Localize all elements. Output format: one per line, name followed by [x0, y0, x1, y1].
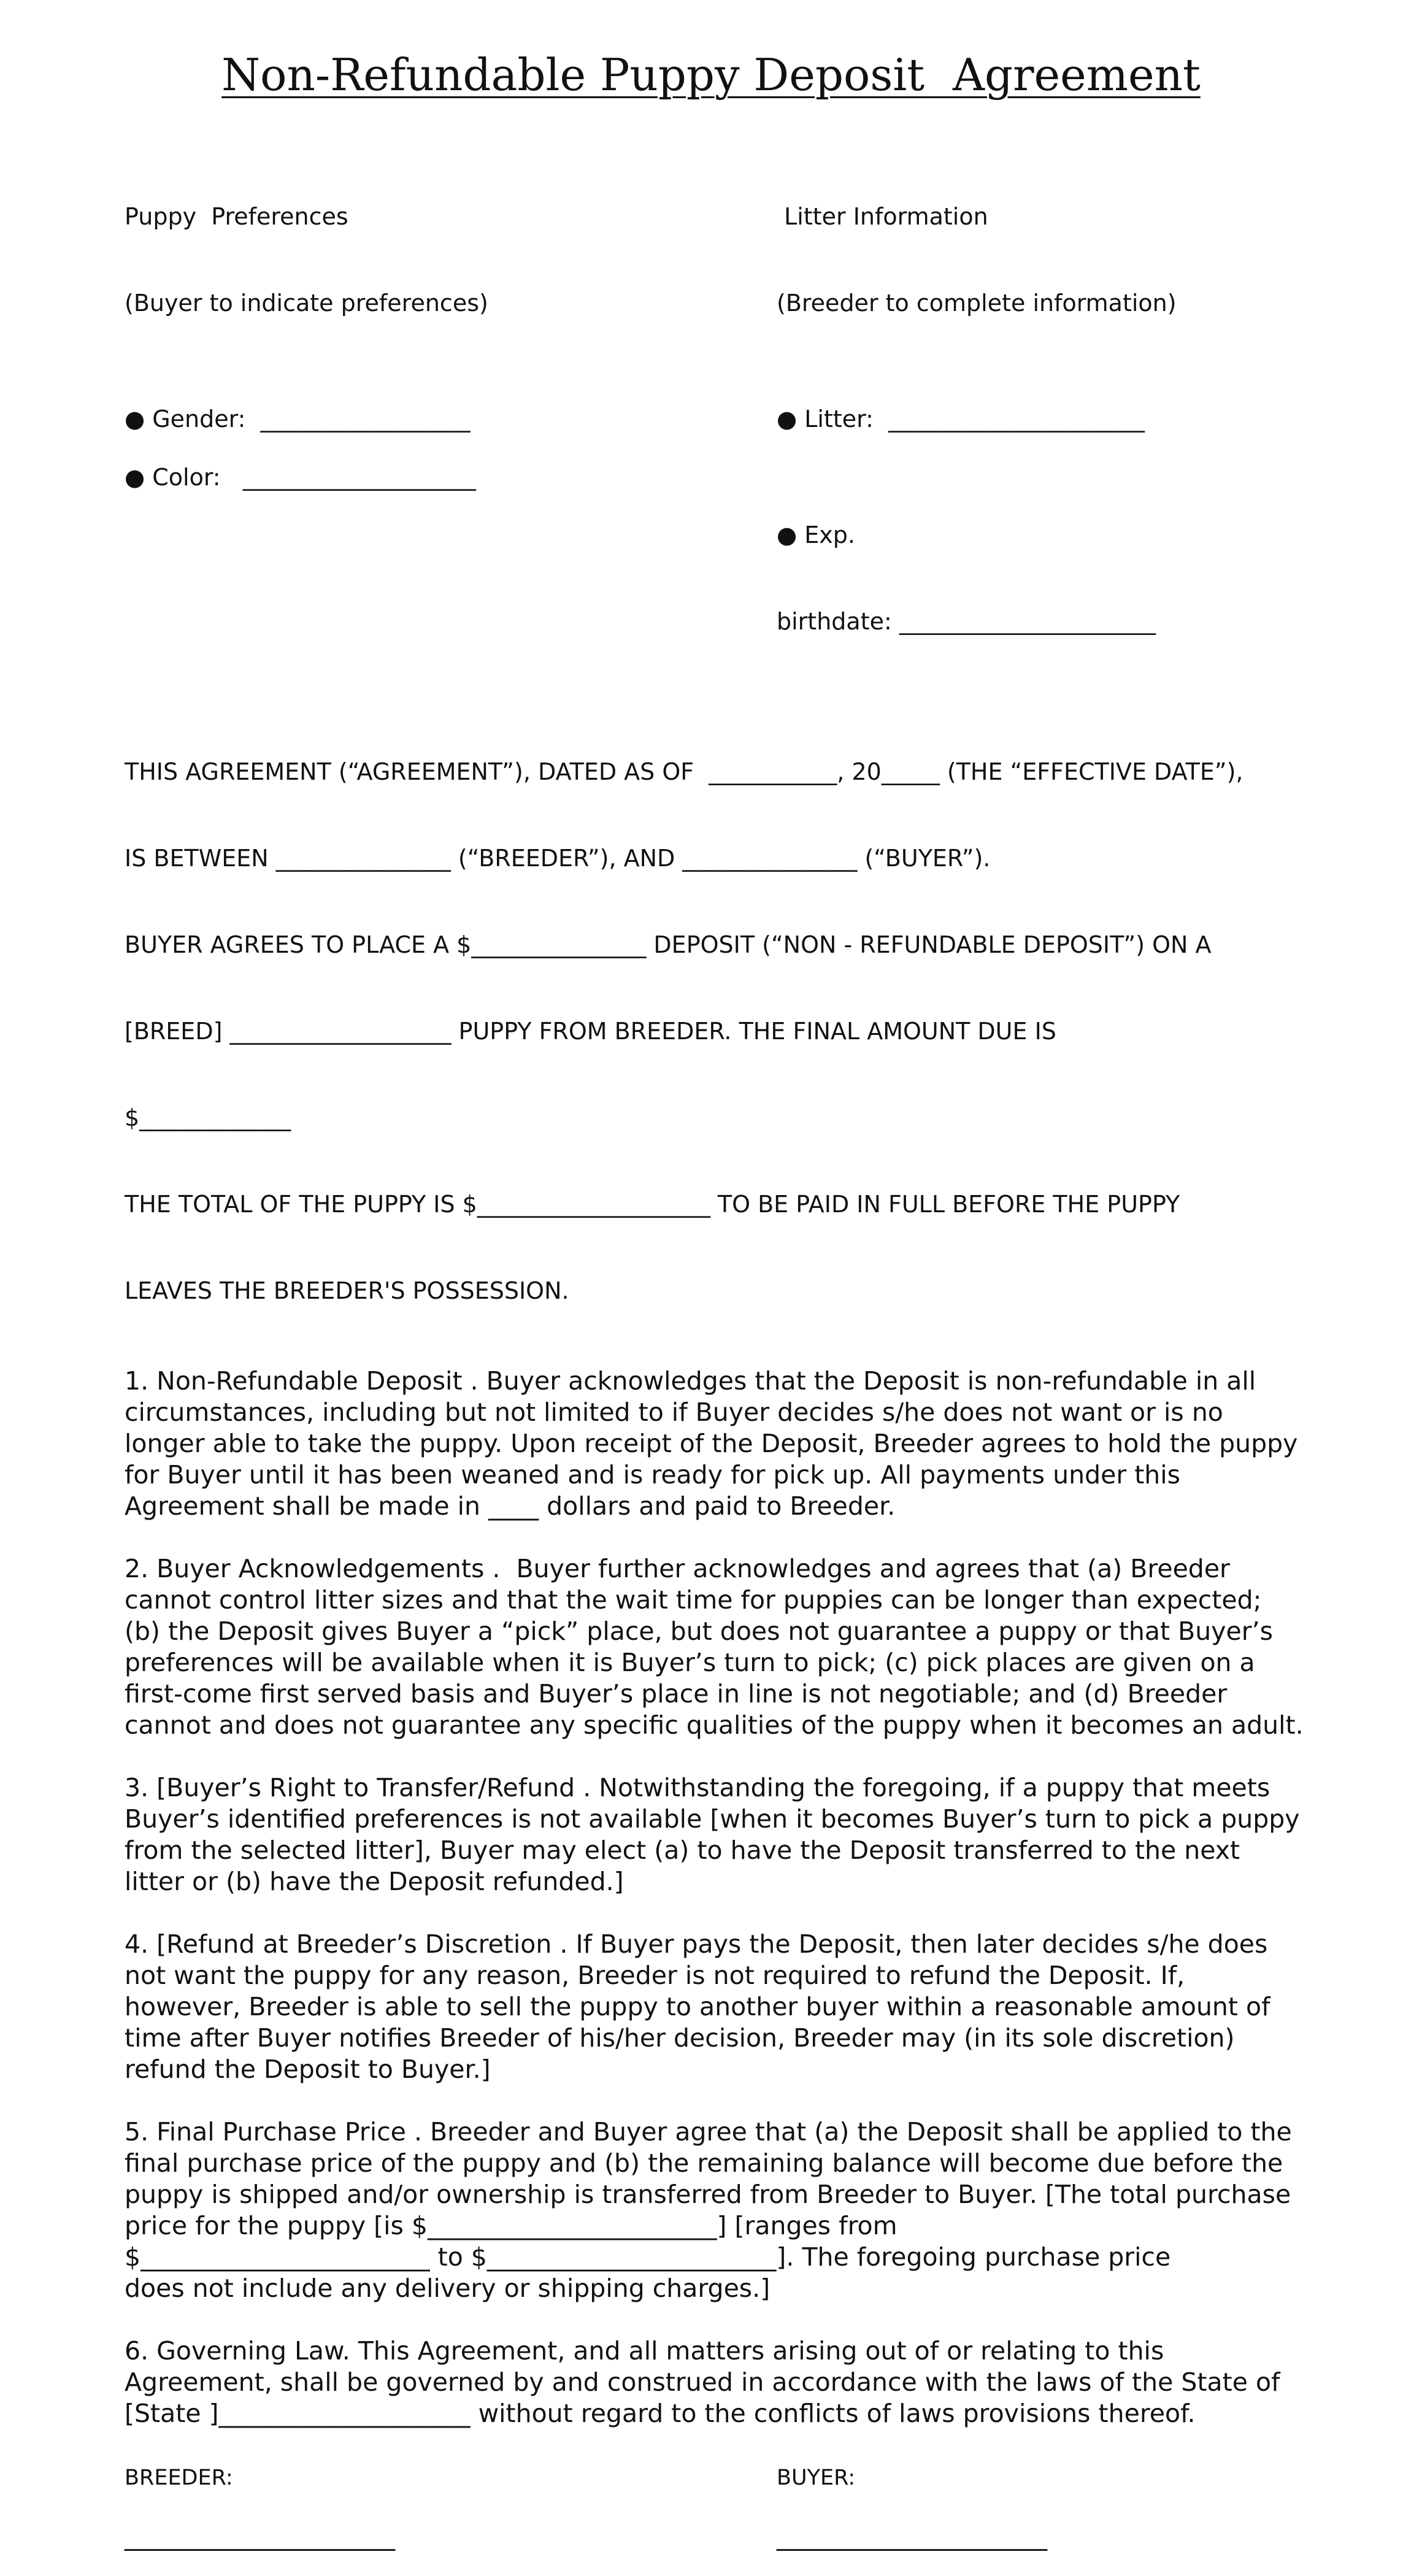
section-line: 3. [Buyer’s Right to Transfer/Refund . Notwithstanding the foregoing, if a puppy that meets — [125, 1773, 1270, 1802]
section-buyer-acknowledgements — [125, 1553, 1385, 1741]
section-line: 5. Final Purchase Price . Breeder and Buyer agree that (a) the Deposit shall be applied to the — [125, 2117, 1292, 2147]
litter-information-heading: Litter Information — [777, 203, 988, 230]
section-line: circumstances, including but not limited to if Buyer decides s/he does not want or is no — [125, 1398, 1223, 1427]
exp-label: ● Exp. — [777, 521, 855, 548]
preamble-line[interactable]: THIS AGREEMENT (“AGREEMENT”), DATED AS OF ___________, 20_____ (THE “EFFECTIVE DATE”), — [125, 758, 1243, 785]
breeder-label: BREEDER: — [125, 2466, 233, 2490]
section-line: preferences will be available when it is Buyer’s turn to pick; (c) pick places are given on a — [125, 1648, 1255, 1677]
section-line: refund the Deposit to Buyer.] — [125, 2055, 491, 2084]
section-refund-discretion — [125, 1929, 1385, 2085]
document-title: Non-Refundable Puppy Deposit Agreement — [221, 49, 1201, 101]
birthdate-label[interactable]: birthdate: ______________________ — [777, 608, 1156, 635]
buyer-label: BUYER: — [777, 2466, 856, 2490]
section-line: puppy is shipped and/or ownership is transferred from Breeder to Buyer. [The total purchase — [125, 2180, 1291, 2209]
litter-information-section — [777, 145, 1385, 375]
section-line: for Buyer until it has been weaned and is ready for pick up. All payments under this — [125, 1460, 1181, 1490]
breeder-signature-line[interactable]: _____________________ — [125, 2521, 395, 2551]
section-line[interactable]: price for the puppy [is $_______________________] [ranges from — [125, 2211, 897, 2240]
section-line: does not include any delivery or shipping charges.] — [125, 2274, 771, 2303]
section-line: first-come first served basis and Buyer’s place in line is not negotiable; and (d) Breeder — [125, 1679, 1228, 1709]
section-line: final purchase price of the puppy and (b) the remaining balance will become due before the — [125, 2148, 1283, 2178]
gender-field[interactable]: ● Gender: __________________ — [125, 406, 471, 433]
preamble-line[interactable]: BUYER AGREES TO PLACE A $_______________ DEPOSIT (“NON - REFUNDABLE DEPOSIT”) ON A — [125, 931, 1212, 958]
section-right-to-transfer — [125, 1772, 1385, 1897]
puppy-preferences-heading: Puppy Preferences — [125, 203, 348, 230]
section-line: cannot control litter sizes and that the wait time for puppies can be longer than expected; — [125, 1585, 1262, 1615]
section-line: 2. Buyer Acknowledgements . Buyer further acknowledges and agrees that (a) Breeder — [125, 1554, 1230, 1583]
section-line: Agreement, shall be governed by and construed in accordance with the laws of the State of — [125, 2367, 1280, 2397]
preamble-line: LEAVES THE BREEDER'S POSSESSION. — [125, 1277, 569, 1304]
section-final-purchase-price — [125, 2117, 1385, 2304]
section-line: Buyer’s identified preferences is not available [when it becomes Buyer’s turn to pick a puppy — [125, 1804, 1300, 1834]
signature-lines-row — [125, 2493, 1385, 2551]
puppy-preferences-section — [125, 145, 777, 375]
section-line[interactable]: $_______________________ to $_______________________]. The foregoing purchase price — [125, 2242, 1171, 2272]
section-line: litter or (b) have the Deposit refunded.] — [125, 1867, 624, 1896]
preamble-line[interactable]: THE TOTAL OF THE PUPPY IS $____________________ TO BE PAID IN FULL BEFORE THE PUPPY — [125, 1191, 1180, 1218]
signature-labels-row — [125, 2464, 1385, 2493]
header-row-titles — [125, 145, 1385, 375]
section-line: from the selected litter], Buyer may elect (a) to have the Deposit transferred to the next — [125, 1836, 1240, 1865]
preamble-line[interactable]: $_____________ — [125, 1104, 291, 1131]
section-line[interactable]: [State ]____________________ without regard to the conflicts of laws provisions thereof. — [125, 2399, 1196, 2428]
agreement-preamble — [125, 700, 1385, 1334]
section-non-refundable-deposit — [125, 1366, 1385, 1522]
header-row-fields-1 — [125, 405, 1385, 434]
section-line: (b) the Deposit gives Buyer a “pick” place, but does not guarantee a puppy or that Buyer’s — [125, 1617, 1273, 1646]
section-line: longer able to take the puppy. Upon receipt of the Deposit, Breeder agrees to hold the puppy — [125, 1429, 1298, 1458]
litter-information-subtitle: (Breeder to complete information) — [777, 290, 1177, 317]
litter-field[interactable]: ● Litter: ______________________ — [777, 406, 1145, 433]
color-field[interactable]: ● Color: ____________________ — [125, 464, 476, 491]
section-line: 1. Non-Refundable Deposit . Buyer acknowledges that the Deposit is non-refundable in all — [125, 1366, 1256, 1396]
section-governing-law — [125, 2336, 1385, 2429]
section-line: however, Breeder is able to sell the puppy to another buyer within a reasonable amount of — [125, 1992, 1270, 2021]
section-line: 4. [Refund at Breeder’s Discretion . If Buyer pays the Deposit, then later decides s/he does — [125, 1929, 1268, 1959]
preamble-line[interactable]: [BREED] ___________________ PUPPY FROM BREEDER. THE FINAL AMOUNT DUE IS — [125, 1018, 1056, 1045]
section-line: not want the puppy for any reason, Breeder is not required to refund the Deposit. If, — [125, 1961, 1185, 1990]
section-line: cannot and does not guarantee any specific qualities of the puppy when it becomes an adult. — [125, 1710, 1304, 1740]
section-line[interactable]: Agreement shall be made in ____ dollars and paid to Breeder. — [125, 1491, 896, 1521]
header-row-fields-2 — [125, 463, 1385, 694]
exp-birthdate-field[interactable] — [777, 463, 1385, 694]
section-line: time after Buyer notifies Breeder of his/her decision, Breeder may (in its sole discretion) — [125, 2023, 1235, 2053]
buyer-signature-line[interactable]: _____________________ — [777, 2521, 1047, 2551]
preamble-line[interactable]: IS BETWEEN _______________ (“BREEDER”), AND _______________ (“BUYER”). — [125, 845, 991, 872]
puppy-preferences-subtitle: (Buyer to indicate preferences) — [125, 290, 488, 317]
section-line: 6. Governing Law. This Agreement, and all matters arising out of or relating to this — [125, 2336, 1164, 2366]
